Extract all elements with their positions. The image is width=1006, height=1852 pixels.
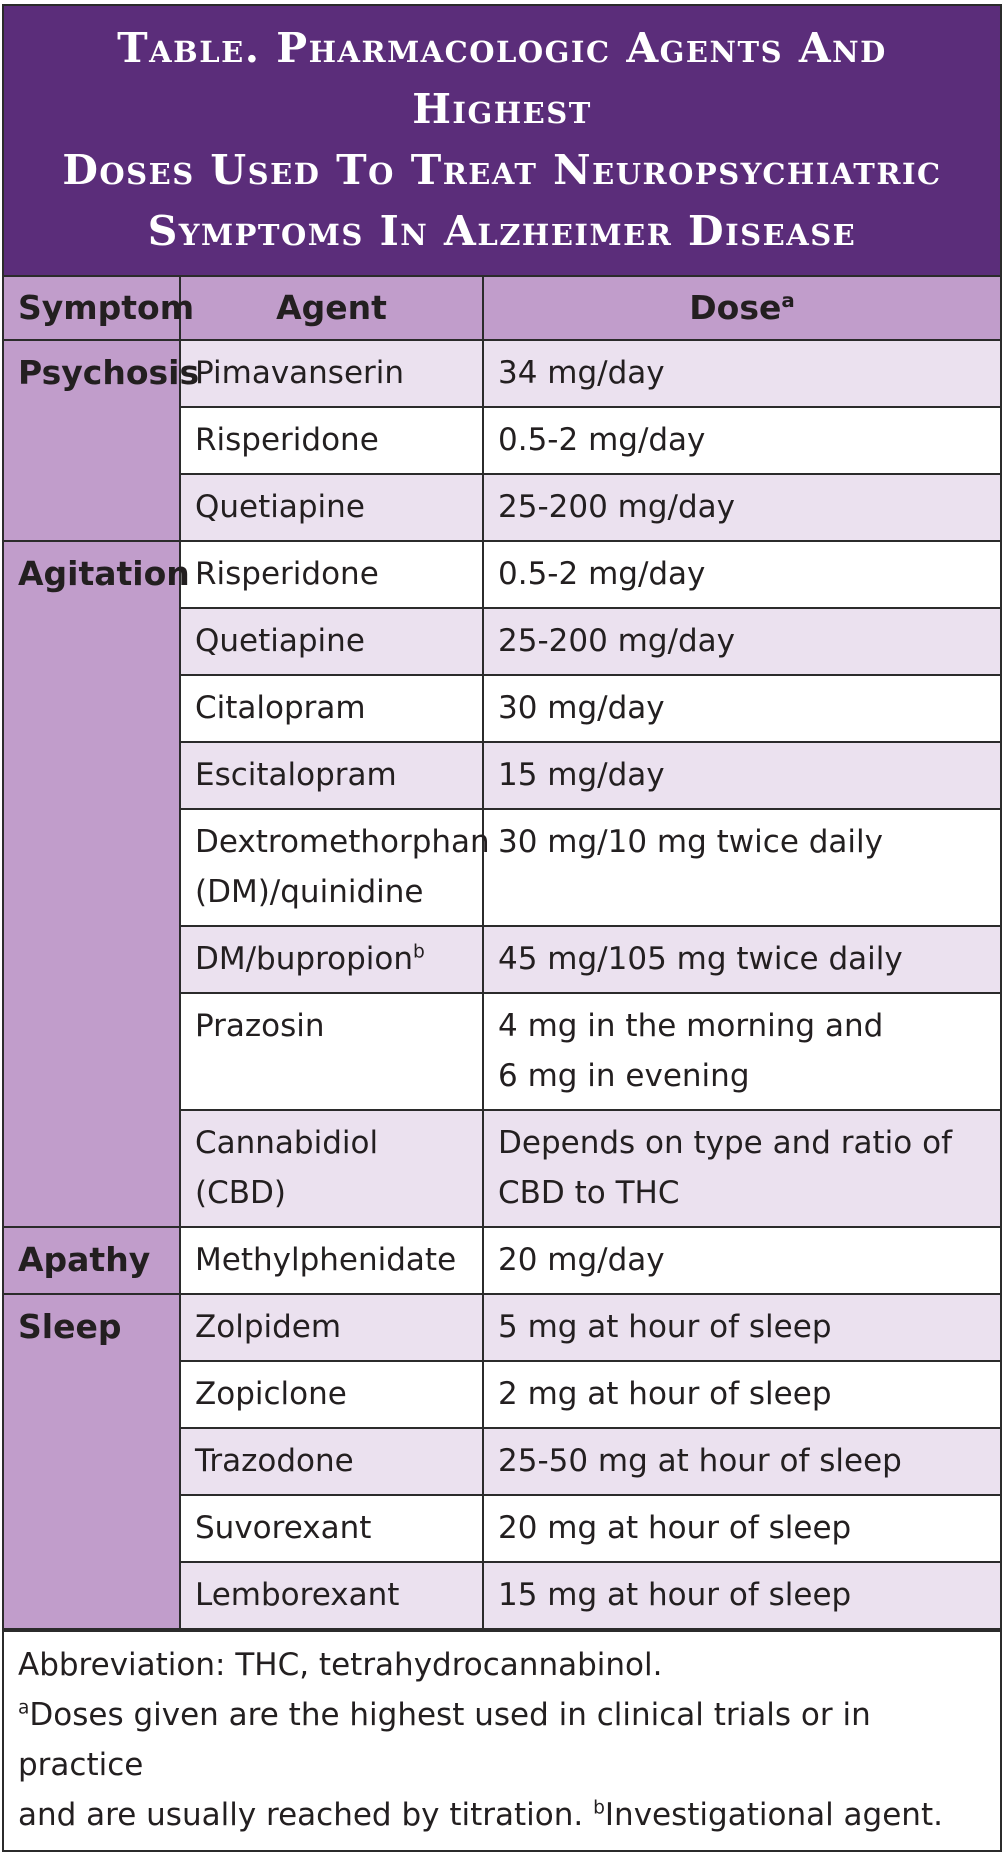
agent-name: Risperidone [195,556,379,592]
column-header-symptom: Symptom [4,277,180,340]
footnote-a-text-line-1: Doses given are the highest used in clinical trials or in practice [18,1697,871,1783]
dose-cell [483,1562,1000,1629]
dose-cell [483,541,1000,608]
agent-name: Suvorexant [195,1510,372,1546]
symptom-cell: Agitation [4,541,180,1227]
dose-value: 15 mg/day [498,757,665,793]
footnote-b-text: Investigational agent. [604,1797,943,1833]
agent-name: Quetiapine [195,489,365,525]
footnote-b-marker: b [593,1797,605,1819]
dose-cell [483,340,1000,407]
dose-header-label: Dose [689,288,782,327]
dose-cell [483,1495,1000,1562]
dose-value: 20 mg at hour of sleep [498,1510,852,1546]
dose-cell [483,608,1000,675]
dose-value: 15 mg at hour of sleep [498,1577,852,1613]
agent-cell [180,675,483,742]
dose-cell [483,407,1000,474]
column-header-dose [483,277,1000,340]
dose-cell [483,993,1000,1110]
agent-name: Zopiclone [195,1376,347,1412]
title-line-3: Symptoms In Alzheimer Disease [147,207,857,255]
agent-footnote-marker: b [413,941,425,963]
agent-name: Citalopram [195,690,366,726]
dose-value: Depends on type and ratio of [498,1125,952,1161]
agent-name: Lemborexant [195,1577,400,1613]
dose-value: 0.5-2 mg/day [498,422,706,458]
agent-cell [180,340,483,407]
dose-cell [483,1227,1000,1294]
agent-name: Prazosin [195,1008,325,1044]
agent-cell [180,993,483,1110]
table-row [4,1227,1000,1294]
agent-name: Cannabidiol (CBD) [195,1125,379,1211]
agent-cell [180,1428,483,1495]
dose-value: 25-200 mg/day [498,489,735,525]
table-row [4,1294,1000,1361]
symptom-cell: Psychosis [4,340,180,541]
agent-name: Methylphenidate [195,1242,457,1278]
agent-name: Risperidone [195,422,379,458]
agent-cell [180,474,483,541]
agent-name: Dextromethorphan [195,824,490,860]
dose-table [4,277,1000,1630]
dose-cell [483,1110,1000,1227]
symptom-cell: Sleep [4,1294,180,1629]
agent-name: Pimavanserin [195,355,405,391]
agent-cell [180,407,483,474]
agent-name: Zolpidem [195,1309,342,1345]
dose-value: 30 mg/10 mg twice daily [498,824,883,860]
agent-name: Quetiapine [195,623,365,659]
dose-cell [483,809,1000,926]
dose-value: 30 mg/day [498,690,665,726]
footnote-a-text-line-2: and are usually reached by titration. [18,1797,594,1833]
dose-value: 5 mg at hour of sleep [498,1309,832,1345]
dose-cell [483,675,1000,742]
title-line-2: Doses Used To Treat Neuropsychiatric [62,146,942,194]
table-row [4,541,1000,608]
dose-value: 20 mg/day [498,1242,665,1278]
dose-value: 4 mg in the morning and [498,1008,884,1044]
table-frame [2,4,1002,1852]
footnote-a-marker: a [18,1697,30,1719]
dose-cell [483,926,1000,993]
dose-value-line-2: 6 mg in evening [498,1058,750,1094]
dose-cell [483,1428,1000,1495]
footnote-a [18,1690,986,1790]
agent-name: Escitalopram [195,757,397,793]
dose-header-footnote-marker: a [781,289,795,312]
agent-cell [180,1562,483,1629]
dose-cell [483,1294,1000,1361]
agent-cell [180,926,483,993]
footnote-a-continued [18,1790,986,1840]
dose-value: 0.5-2 mg/day [498,556,706,592]
footnote-abbreviation: Abbreviation: THC, tetrahydrocannabinol. [18,1647,663,1683]
column-header-agent: Agent [180,277,483,340]
dose-value-line-2: CBD to THC [498,1175,680,1211]
symptom-cell: Apathy [4,1227,180,1294]
agent-cell [180,608,483,675]
dose-value: 34 mg/day [498,355,665,391]
agent-cell [180,742,483,809]
agent-cell [180,1227,483,1294]
dose-value: 25-50 mg at hour of sleep [498,1443,902,1479]
dose-cell [483,1361,1000,1428]
agent-name: Trazodone [195,1443,354,1479]
dose-cell [483,742,1000,809]
header-row [4,277,1000,340]
dose-value: 45 mg/105 mg twice daily [498,941,903,977]
agent-cell [180,1495,483,1562]
agent-cell [180,1361,483,1428]
agent-name-line-2: (DM)/quinidine [195,874,424,910]
table-title [4,6,1000,277]
title-line-1: Table. Pharmacologic Agents And Highest [117,24,887,133]
table-footnotes [4,1630,1000,1850]
dose-value: 25-200 mg/day [498,623,735,659]
agent-cell [180,809,490,926]
agent-cell [180,1110,483,1227]
agent-name: DM/bupropion [195,941,413,977]
agent-cell [180,1294,483,1361]
dose-cell [483,474,1000,541]
dose-value: 2 mg at hour of sleep [498,1376,832,1412]
agent-cell [180,541,483,608]
table-body [4,277,1000,1629]
table-row [4,340,1000,407]
